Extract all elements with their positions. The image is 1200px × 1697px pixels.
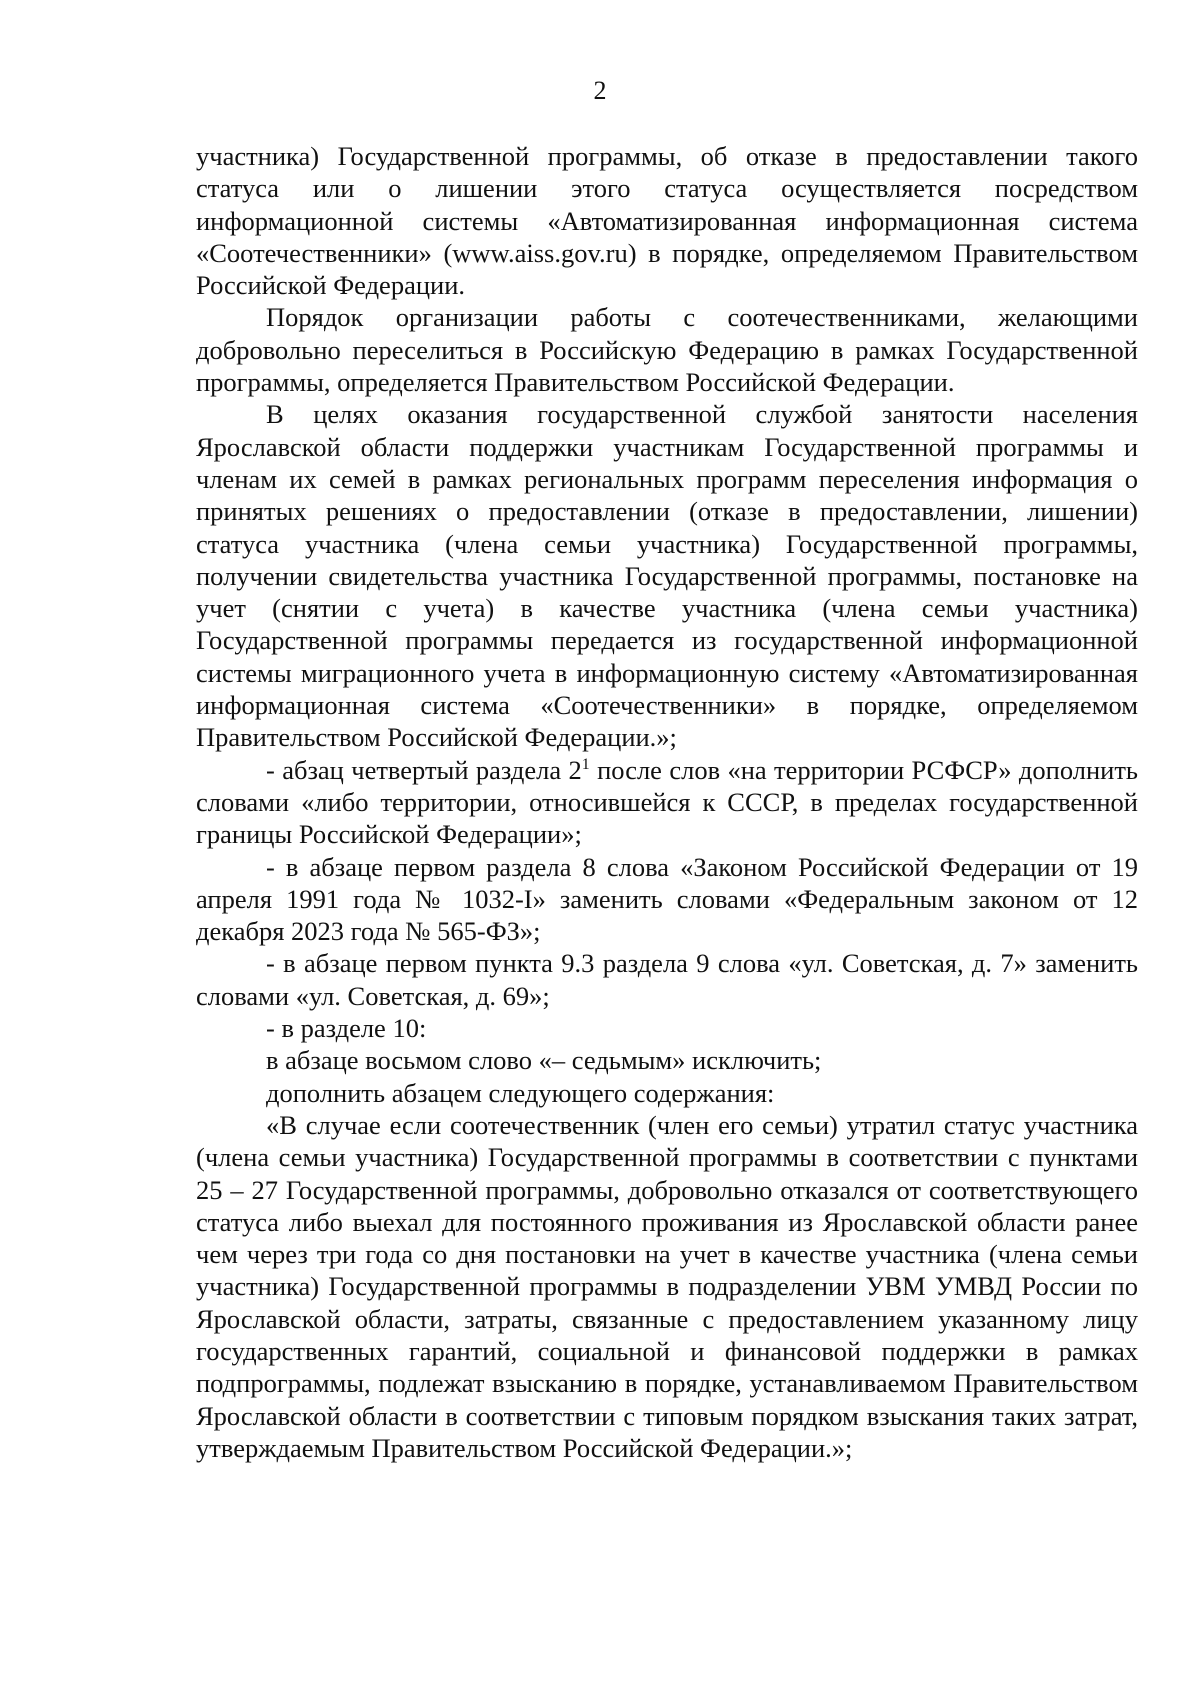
paragraph-section-10-heading: - в разделе 10: (266, 1013, 427, 1044)
paragraph-section-9-amendment: - в абзаце первом пункта 9.3 раздела 9 слова «ул. Советская, д. 7» заменить словами «ул. Советская, д. 69»; (196, 948, 1138, 1011)
paragraph-section-8-amendment: - в абзаце первом раздела 8 слова «Законом Российской Федерации от 19 апреля 1991 года № 1032-I» заменить словами «Федеральным законом от 12 декабря 2023 года № 565-ФЗ»; (196, 851, 1138, 947)
paragraph-new-clause: «В случае если соотечественник (член его семьи) утратил статус участника (члена семьи участника) Государственной программы в соответствии с пунктами 25 – 27 Государственной программы, добровольно отказался от соответствующего статуса либо выехал для постоянного проживания из Ярославской области ранее чем через три года со дня постановки на учет в качестве участника (члена семьи участника) Государственной программы в подразделении УВМ УМВД России по Ярославской области, затраты, связанные с предоставлением указанному лицу государственных гарантий, социальной и финансовой поддержки в рамках подпрограммы, подлежат взысканию в порядке, устанавливаемом Правительством Ярославской области в соответствии с типовым порядком взыскания таких затрат, утверждаемым Правительством Российской Федерации.»; (196, 1109, 1138, 1463)
amendment-text-start: - абзац четвертый раздела 2 (266, 754, 582, 785)
superscript: 1 (581, 755, 590, 773)
paragraph-work-procedure: Порядок организации работы с соотечественниками, желающими добровольно переселиться в Российскую Федерацию в рамках Государственной программы, определяется Правительством Российской Федерации. (196, 302, 1138, 398)
paragraph-employment-support: В целях оказания государственной службой занятости населения Ярославской области поддержки участникам Государственной программы и членам их семей в рамках региональных программ переселения информация о принятых решениях о предоставлении (отказе в предоставлении, лишении) статуса участника (члена семьи участника) Государственной программы, получении свидетельства участника Государственной программы, постановке на учет (снятии с учета) в качестве участника (члена семьи участника) Государственной программы передается из государственной информационной системы миграционного учета в информационную систему «Автоматизированная информационная система «Соотечественники» в порядке, определяемом Правительством Российской Федерации.»; (196, 399, 1138, 753)
amendment-text-end: после слов «на территории РСФСР» дополнить словами «либо территории, относившейся к СССР, в пределах государственной границы Российской Федерации»; (196, 754, 1138, 850)
document-body (196, 140, 1138, 1464)
page-number: 2 (593, 76, 607, 105)
paragraph-section-2-1-amendment (196, 754, 1138, 851)
paragraph-section-10-item-1: в абзаце восьмом слово «– седьмым» исключить; (266, 1045, 822, 1076)
paragraph-section-10-item-2: дополнить абзацем следующего содержания: (266, 1077, 775, 1108)
paragraph-status-decision: участника) Государственной программы, об отказе в предоставлении такого статуса или о лишении этого статуса осуществляется посредством информационной системы «Автоматизированная информационная система «Соотечественники» (www.aiss.gov.ru) в порядке, определяемом Правительством Российской Федерации. (196, 141, 1138, 301)
